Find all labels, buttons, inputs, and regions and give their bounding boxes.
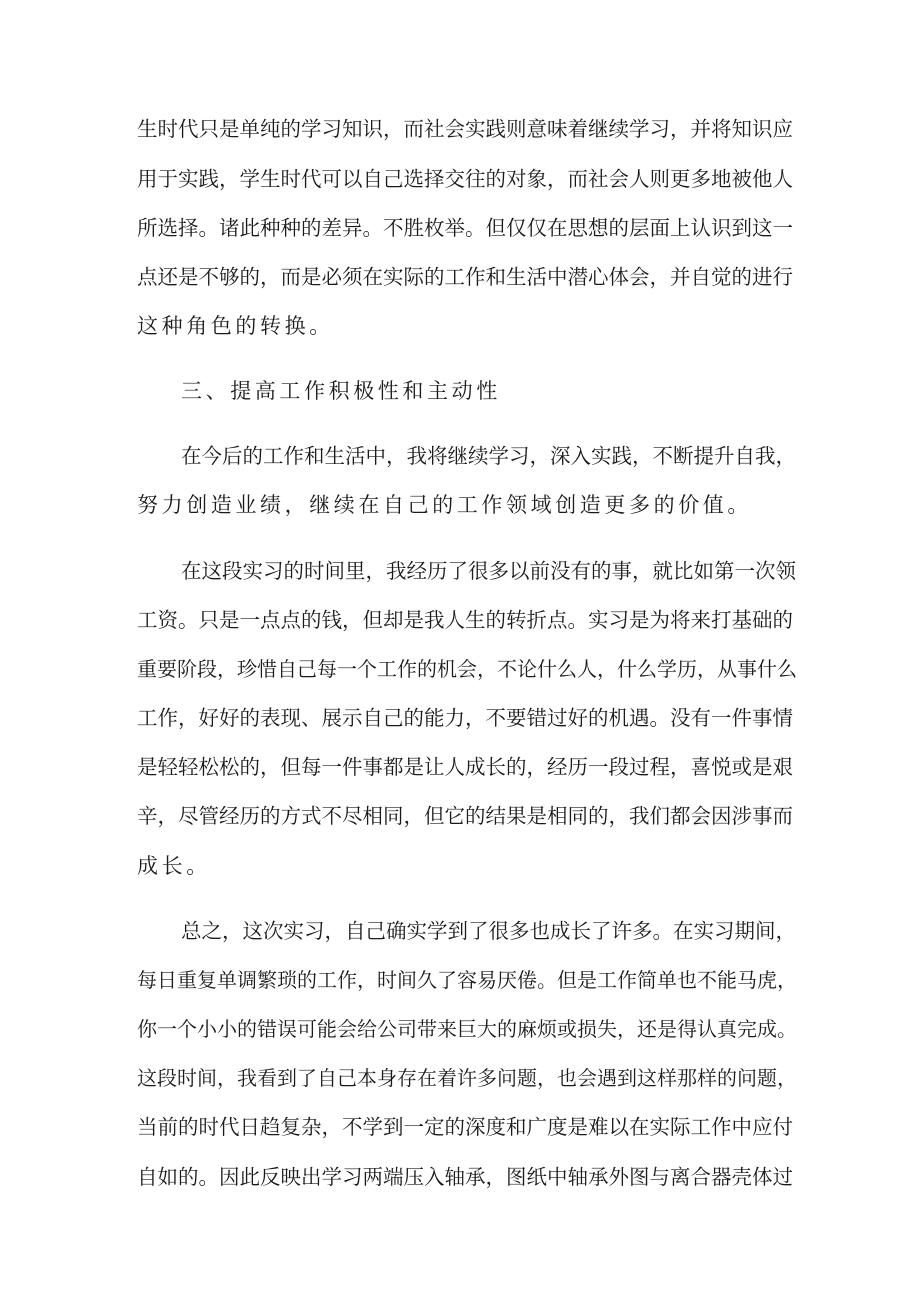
- paragraph-4-line: 总之，这次实习，自己确实学到了很多也成长了许多。在实习期间，: [181, 919, 796, 943]
- paragraph-3-line: 重要阶段，珍惜自己每一个工作的机会，不论什么人，什么学历，从事什么: [137, 657, 797, 681]
- section-heading: 三、提高工作积极性和主动性: [181, 379, 501, 403]
- paragraph-1-line: 生时代只是单纯的学习知识，而社会实践则意味着继续学习，并将知识应: [137, 117, 793, 141]
- paragraph-3-line: 辛，尽管经历的方式不尽相同，但它的结果是相同的，我们都会因涉事而: [137, 804, 793, 828]
- paragraph-1-line: 这种角色的转换。: [137, 314, 334, 338]
- paragraph-4-line: 每日重复单调繁琐的工作，时间久了容易厌倦。但是工作简单也不能马虎，: [137, 968, 797, 992]
- paragraph-4-line: 这段时间，我看到了自己本身存在着许多问题，也会遇到这样那样的问题，: [137, 1066, 797, 1090]
- paragraph-4-line: 你一个小小的错误可能会给公司带来巨大的麻烦或损失，还是得认真完成。: [137, 1017, 797, 1041]
- paragraph-2-line: 在今后的工作和生活中，我将继续学习，深入实践，不断提升自我，: [181, 444, 796, 468]
- paragraph-3-line: 在这段实习的时间里，我经历了很多以前没有的事，就比如第一次领: [181, 559, 796, 583]
- paragraph-2-line: 努力创造业绩，继续在自己的工作领域创造更多的价值。: [137, 493, 752, 517]
- paragraph-1-line: 用于实践，学生时代可以自己选择交往的对象，而社会人则更多地被他人: [137, 167, 793, 191]
- paragraph-3-line: 工资。只是一点点的钱，但却是我人生的转折点。实习是为将来打基础的: [137, 608, 793, 632]
- paragraph-3-line: 是轻轻松松的，但每一件事都是让人成长的，经历一段过程，喜悦或是艰: [137, 755, 793, 779]
- paragraph-4-line: 当前的时代日趋复杂，不学到一定的深度和广度是难以在实际工作中应付: [137, 1115, 793, 1139]
- paragraph-3-line: 工作，好好的表现、展示自己的能力，不要错过好的机遇。没有一件事情: [137, 706, 793, 730]
- paragraph-1-line: 点还是不够的，而是必须在实际的工作和生活中潜心体会，并自觉的进行: [137, 265, 793, 289]
- paragraph-3-line: 成长。: [137, 854, 211, 878]
- paragraph-4-line: 自如的。因此反映出学习两端压入轴承，图纸中轴承外图与离合器壳体过: [137, 1165, 793, 1189]
- paragraph-1-line: 所选择。诸此种种的差异。不胜枚举。但仅仅在思想的层面上认识到这一: [137, 216, 793, 240]
